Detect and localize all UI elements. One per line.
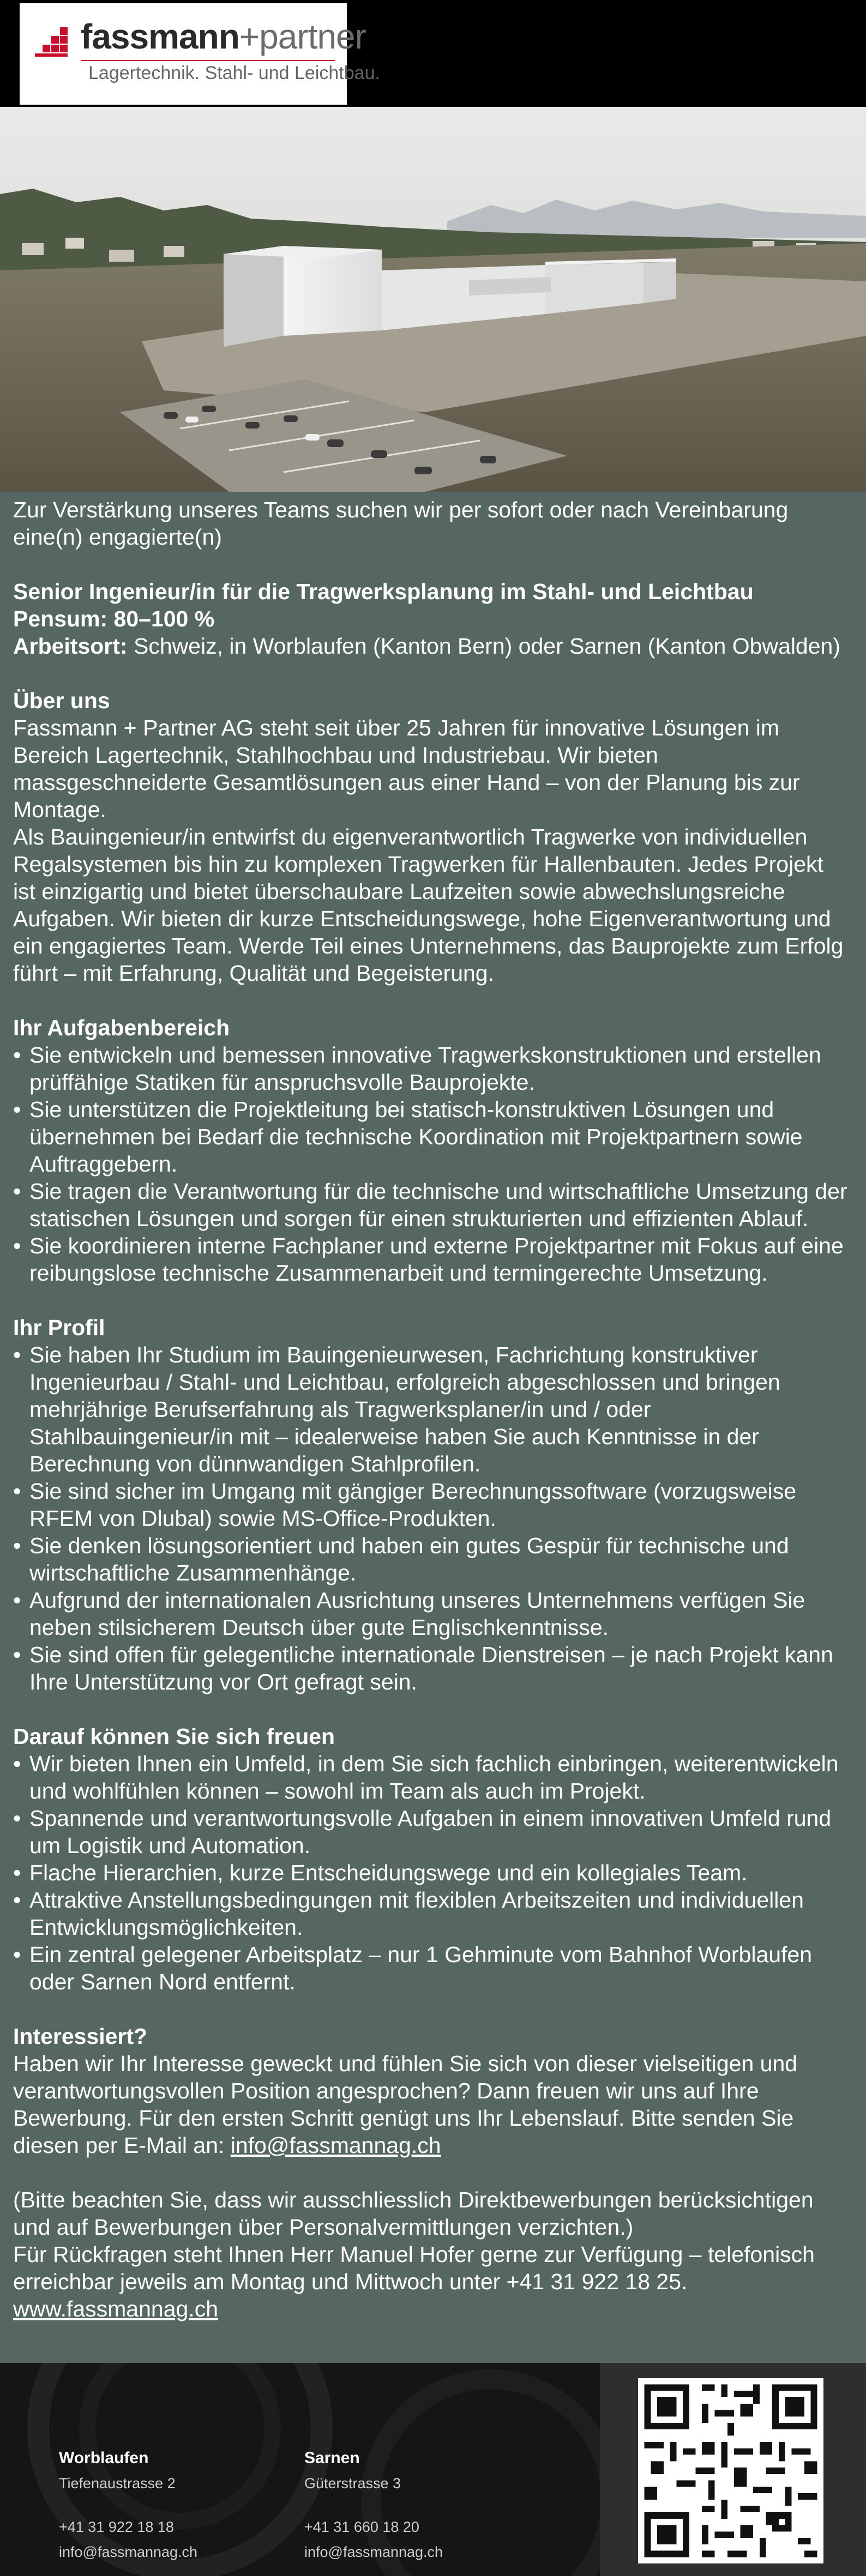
location-street: Tiefenaustrasse 2: [59, 2475, 176, 2491]
list-item: • Wir bieten Ihnen ein Umfeld, in dem Sie sich fachlich einbringen, weiterentwickeln und wohlfühlen können – sowohl im Team als auch im Projekt.: [13, 1750, 847, 1805]
hero-building-image: [0, 107, 866, 492]
list-item: • Sie koordinieren interne Fachplaner und externe Projektpartner mit Fokus auf eine reibungslose technische Zusammenarbeit und termingerechte Umsetzung.: [13, 1232, 847, 1287]
logo-mark-icon: [35, 27, 73, 60]
list-item: • Sie sind offen für gelegentliche internationale Dienstreisen – je nach Projekt kann Ihre Unterstützung vor Ort gefragt sein.: [13, 1641, 847, 1696]
website-link[interactable]: www.fassmannag.ch: [13, 2296, 219, 2321]
list-item: • Sie haben Ihr Studium im Bauingenieurwesen, Fachrichtung konstruktiver Ingenieurbau / Stahl- und Leichtbau, erfolgreich abgeschlossen und bringen mehrjährige Berufserfahrung als Tragwerksplaner/in und / oder Stahlbauingenieur/in mit – idealerweise haben Sie auch Kenntnisse in der Berechnung von dünnwandigen Stahlprofilen.: [13, 1341, 847, 1477]
qr-code-icon[interactable]: [638, 2378, 823, 2563]
list-item: • Attraktive Anstellungsbedingungen mit flexiblen Arbeitszeiten und individuellen Entwicklungsmöglichkeiten.: [13, 1886, 847, 1941]
location-sarnen: [304, 2446, 443, 2565]
intro-text: Zur Verstärkung unseres Teams suchen wir per sofort oder nach Vereinbarung eine(n) engagierte(n): [13, 497, 789, 550]
list-item: • Spannende und verantwortungsvolle Aufgaben in einem innovativen Umfeld rund um Logistik und Automation.: [13, 1805, 847, 1859]
offer-heading: Darauf können Sie sich freuen: [13, 1724, 335, 1749]
location-city: Sarnen: [304, 2449, 360, 2467]
list-item: • Sie tragen die Verantwortung für die technische und wirtschaftliche Umsetzung der statischen Lösungen und sorgen für einen strukturierten und effizienten Ablauf.: [13, 1178, 847, 1232]
list-item: • Sie sind sicher im Umgang mit gängiger Berechnungssoftware (vorzugsweise RFEM von Dlubal) sowie MS-Office-Produkten.: [13, 1477, 847, 1532]
location-street: Güterstrasse 3: [304, 2475, 401, 2491]
logo-divider: [81, 60, 335, 61]
job-description-panel: [0, 492, 866, 2363]
profile-heading: Ihr Profil: [13, 1315, 105, 1340]
job-pensum: Pensum: 80–100 %: [13, 606, 215, 631]
list-item: • Flache Hierarchien, kurze Entscheidungswege und ein kollegiales Team.: [13, 1859, 847, 1886]
apply-heading: Interessiert?: [13, 2024, 148, 2049]
apply-text: Haben wir Ihr Interesse geweckt und fühlen Sie sich von dieser vielseitigen und verantwortungsvollen Position angesprochen? Dann freuen wir uns auf Ihre Bewerbung. Für den ersten Schritt genügt uns Ihr Lebenslauf. Bitte senden Sie diesen per E-Mail an: info@fassmannag.ch: [13, 2051, 798, 2158]
company-logo: [20, 3, 380, 105]
logo-wordmark: fassmann+partner: [81, 17, 366, 56]
job-title: Senior Ingenieur/in für die Tragwerksplanung im Stahl- und Leichtbau: [13, 579, 754, 604]
location-phone: +41 31 922 18 18: [59, 2519, 174, 2535]
about-heading: Über uns: [13, 688, 110, 713]
location-email[interactable]: info@fassmannag.ch: [59, 2544, 198, 2560]
profile-list: [13, 1341, 847, 1696]
agency-note: (Bitte beachten Sie, dass wir ausschliesslich Direktbewerbungen berücksichtigen und auf Bewerbungen über Personalvermittlungen verzichten.): [13, 2187, 814, 2240]
contact-text: Für Rückfragen steht Ihnen Herr Manuel Hofer gerne zur Verfügung – telefonisch erreichbar jeweils am Montag und Mittwoch unter +41 31 922 18 25.: [13, 2242, 815, 2294]
header: [0, 0, 866, 107]
logo-tagline: Lagertechnik. Stahl- und Leichtbau.: [88, 63, 380, 83]
list-item: • Ein zentral gelegener Arbeitsplatz – nur 1 Gehminute vom Bahnhof Worblaufen oder Sarnen Nord entfernt.: [13, 1941, 847, 1995]
list-item: • Sie unterstützen die Projektleitung bei statisch-konstruktiven Lösungen und übernehmen bei Bedarf die technische Koordination mit Projektpartnern sowie Auftraggebern.: [13, 1096, 847, 1178]
website-line: [13, 2295, 847, 2322]
list-item: • Sie denken lösungsorientiert und haben ein gutes Gespür für technische und wirtschaftliche Zusammenhänge.: [13, 1532, 847, 1586]
list-item: • Aufgrund der internationalen Ausrichtung unseres Unternehmens verfügen Sie neben stilsicherem Deutsch über gute Englischkenntnisse.: [13, 1586, 847, 1641]
footer: [0, 2363, 866, 2576]
location-email[interactable]: info@fassmannag.ch: [304, 2544, 443, 2560]
about-paragraph-2: Als Bauingenieur/in entwirfst du eigenverantwortlich Tragwerke von individuellen Regalsystemen bis hin zu komplexen Tragwerken für Hallenbauten. Jedes Projekt ist einzigartig und bietet überschaubare Laufzeiten sowie abwechslungsreiche Aufgaben. Wir bieten dir kurze Entscheidungswege, hohe Eigenverantwortung und ein engagiertes Team. Werde Teil eines Unternehmens, das Bauprojekte zum Erfolg führt – mit Erfahrung, Qualität und Begeisterung.: [13, 824, 844, 986]
tasks-heading: Ihr Aufgabenbereich: [13, 1015, 230, 1040]
location-worblaufen: [59, 2446, 197, 2565]
offer-list: [13, 1750, 847, 1995]
job-location: Arbeitsort: Schweiz, in Worblaufen (Kanton Bern) oder Sarnen (Kanton Obwalden): [13, 634, 840, 659]
location-city: Worblaufen: [59, 2449, 149, 2467]
email-link[interactable]: info@fassmannag.ch: [230, 2133, 441, 2158]
tasks-list: [13, 1041, 847, 1287]
list-item: • Sie entwickeln und bemessen innovative Tragwerkskonstruktionen und erstellen prüffähige Statiken für anspruchsvolle Bauprojekte.: [13, 1041, 847, 1096]
about-paragraph-1: Fassmann + Partner AG steht seit über 25 Jahren für innovative Lösungen im Bereich Lagertechnik, Stahlhochbau und Industriebau. Wir bieten massgeschneiderte Gesamtlösungen aus einer Hand – von der Planung bis zur Montage.: [13, 715, 800, 822]
location-phone: +41 31 660 18 20: [304, 2519, 419, 2535]
